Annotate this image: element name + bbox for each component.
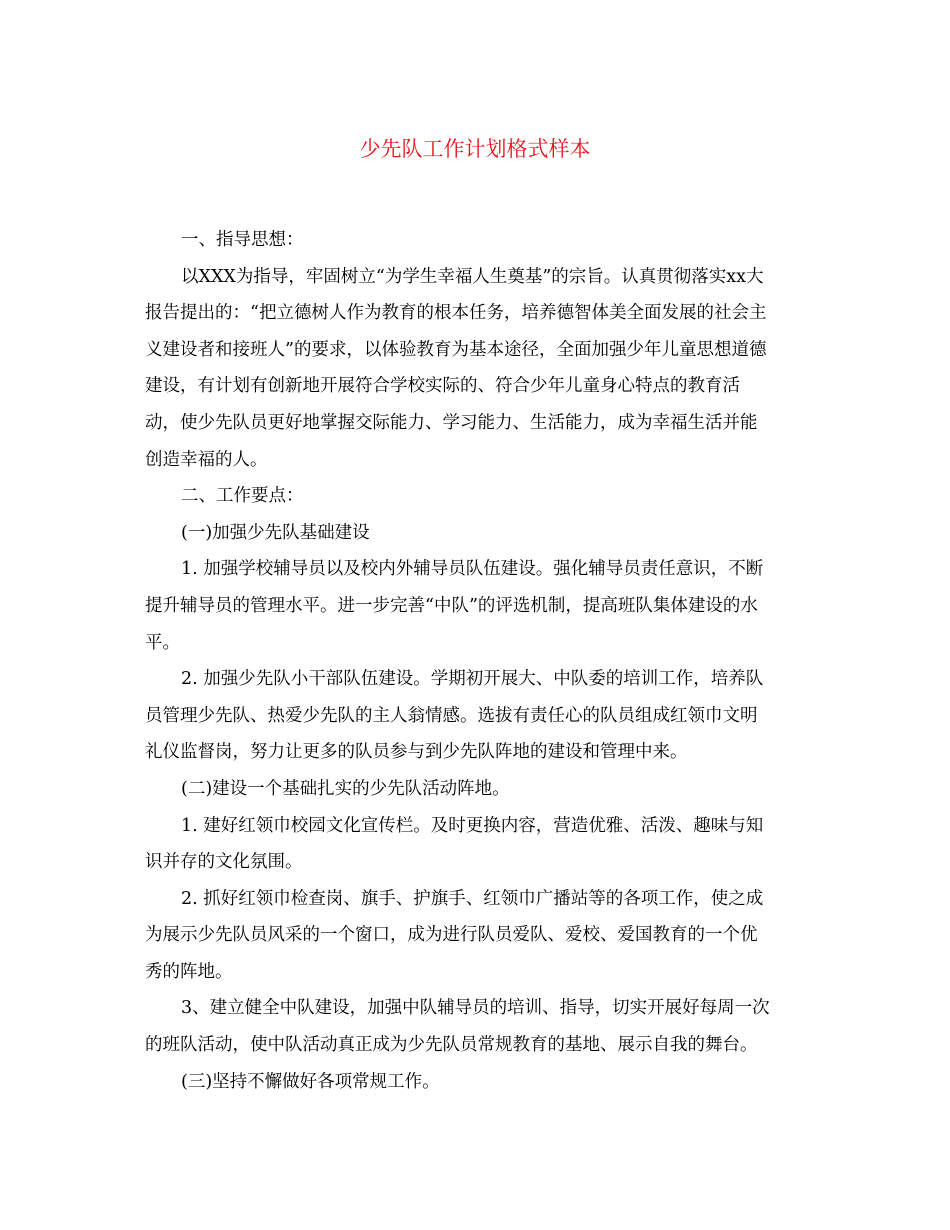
paragraph-line: 报告提出的：“把立德树人作为教育的根本任务，培养德智体美全面发展的社会主 xyxy=(145,303,767,324)
paragraph-line-first: 3、建立健全中队建设，加强中队辅导员的培训、指导，切实开展好每周一次 xyxy=(181,998,770,1019)
paragraph-line-first: 2. 抓好红领巾检查岗、旗手、护旗手、红领巾广播站等的各项工作，使之成 xyxy=(181,888,764,909)
paragraph-line-first: 1. 建好红领巾校园文化宣传栏。及时更换内容，营造优雅、活泼、趣味与知 xyxy=(181,815,764,836)
paragraph-line: 平。 xyxy=(145,632,180,653)
paragraph-line-first: 1. 加强学校辅导员以及校内外辅导员队伍建设。强化辅导员责任意识，不断 xyxy=(181,559,764,580)
paragraph-line: 创造幸福的人。 xyxy=(145,449,268,470)
paragraph-line: 员管理少先队、热爱少先队的主人翁情感。选拔有责任心的队员组成红领巾文明 xyxy=(145,705,758,726)
paragraph-line: 识并存的文化氛围。 xyxy=(145,852,303,873)
paragraph-line: 礼仪监督岗，努力让更多的队员参与到少先队阵地的建设和管理中来。 xyxy=(145,742,688,763)
paragraph-line: 义建设者和接班人”的要求，以体验教育为基本途径，全面加强少年儿童思想道德 xyxy=(145,339,767,360)
paragraph-line: 秀的阵地。 xyxy=(145,961,233,982)
paragraph-line-first: (二)建设一个基础扎实的少先队活动阵地。 xyxy=(181,778,510,799)
paragraph-line-first: (一)加强少先队基础建设 xyxy=(181,522,370,543)
paragraph-line: 建设，有计划有创新地开展符合学校实际的、符合少年儿童身心特点的教育活 xyxy=(145,376,740,397)
document-title: 少先队工作计划格式样本 xyxy=(359,137,591,161)
document-body xyxy=(145,222,811,1100)
paragraph-line: 为展示少先队员风采的一个窗口，成为进行队员爱队、爱校、爱国教育的一个优 xyxy=(145,925,758,946)
paragraph-line-first: 二、工作要点： xyxy=(181,486,304,507)
paragraph-line-first: (三)坚持不懈做好各项常规工作。 xyxy=(181,1071,440,1092)
paragraph-line: 提升辅导员的管理水平。进一步完善“中队”的评选机制，提高班队集体建设的水 xyxy=(145,595,758,616)
paragraph-line-first: 一、指导思想： xyxy=(181,230,304,250)
paragraph-line: 动，使少先队员更好地掌握交际能力、学习能力、生活能力，成为幸福生活并能 xyxy=(145,412,758,433)
paragraph-line: 的班队活动，使中队活动真正成为少先队员常规教育的基地、展示自我的舞台。 xyxy=(145,1035,758,1056)
paragraph-line-first: 2. 加强少先队小干部队伍建设。学期初开展大、中队委的培训工作，培养队 xyxy=(181,669,764,690)
paragraph-line-first: 以XXX为指导，牢固树立“为学生幸福人生奠基”的宗旨。认真贯彻落实xx大 xyxy=(181,266,764,287)
